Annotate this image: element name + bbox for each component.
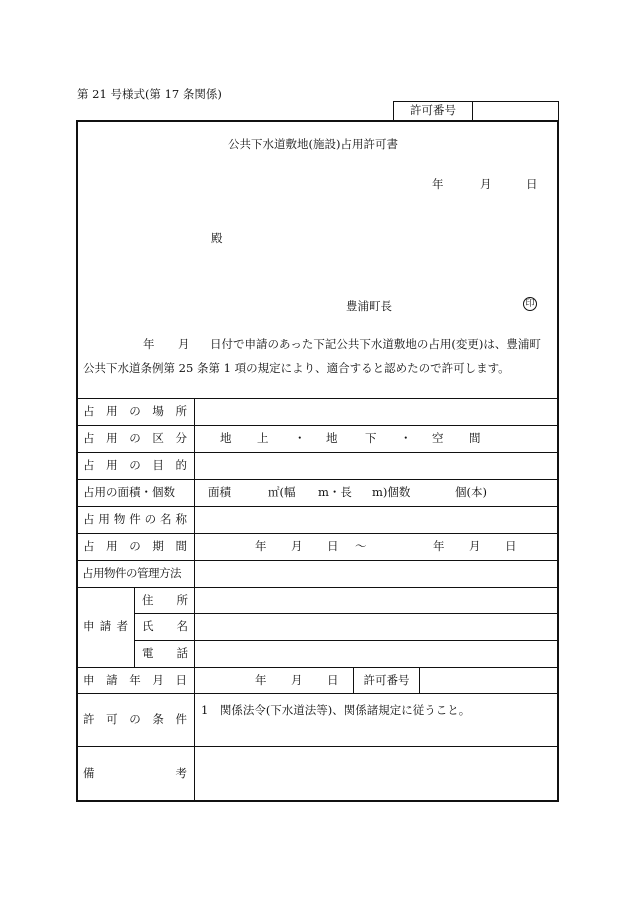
management-value[interactable] [195,560,557,587]
period-to-month: 月 [469,539,481,553]
area-length-count: m)個数 [372,485,411,499]
category-char: 空 [432,431,444,445]
body-year: 年 [143,337,155,351]
permit-number-label-table: 許可番号 [363,673,410,687]
area-sqm-width: ㎡(幅 [268,485,296,499]
row-label-conditions: 許 可 の 条 件 [83,712,187,726]
date-day: 日 [526,177,538,191]
category-char: 地 [220,431,232,445]
document-title: 公共下水道敷地(施設)占用許可書 [228,137,398,151]
application-date-values[interactable] [195,667,353,693]
form-label: 第 21 号様式(第 17 条関係) [77,87,222,101]
permit-number-label: 許可番号 [410,103,456,117]
category-values[interactable] [195,425,557,452]
row-label-remarks: 備 考 [83,766,187,780]
period-from-day: 日 [327,539,339,553]
issuer-name: 豊浦町長 [346,299,392,313]
purpose-value[interactable] [195,452,557,479]
remarks-value[interactable] [195,747,557,800]
period-tilde: 〜 [355,539,367,553]
row-label-application-date: 申 請 年 月 日 [83,673,187,687]
date-month: 月 [480,177,492,191]
category-char: 下 [365,431,377,445]
date-year: 年 [432,177,444,191]
category-char: 間 [469,431,481,445]
row-label-name: 氏 名 [142,619,188,633]
addressee-suffix: 殿 [211,231,223,245]
row-label-place: 占 用 の 場 所 [83,404,187,418]
row-label-purpose: 占 用 の 目 的 [83,458,187,472]
frame-right [557,120,559,802]
row-label-phone: 電 話 [142,646,188,660]
row-label-management: 占用物件の管理方法 [82,566,181,580]
area-count-unit: 個(本) [455,485,487,499]
row-label-category: 占 用 の 区 分 [83,431,187,445]
row-label-area-count: 占用の面積・個数 [83,485,175,499]
category-char: 上 [257,431,269,445]
period-from-year: 年 [255,539,267,553]
row-label-object-name: 占 用 物 件 の 名 称 [83,512,187,526]
body-line2-text: 公共下水道条例第 25 条第 1 項の規定により、適合すると認めたので許可します。 [83,361,510,375]
place-value[interactable] [195,399,557,425]
category-char: ・ [400,431,412,445]
body-line1-text: 日付で申請のあった下記公共下水道敷地の占用(変更)は、豊浦町 [210,337,541,351]
row-label-applicant: 申 請 者 [83,619,128,633]
name-value[interactable] [195,614,557,640]
area-count-values[interactable] [195,479,557,506]
permit-number-value-table[interactable] [420,668,557,693]
category-char: 地 [326,431,338,445]
frame-top [76,120,559,122]
period-to-year: 年 [433,539,445,553]
frame-left [76,120,78,802]
phone-value[interactable] [195,641,557,667]
area-label: 面積 [208,485,231,499]
area-width-length: m・長 [318,485,352,499]
address-value[interactable] [195,588,557,613]
application-day: 日 [327,673,339,687]
application-month: 月 [291,673,303,687]
conditions-text: 1 関係法令(下水道法等)、関係諸規定に従うこと。 [201,703,471,717]
frame-bottom [76,800,559,802]
permit-box-right [558,101,559,120]
period-from-month: 月 [291,539,303,553]
applicant-divider [134,587,135,667]
permit-number-value[interactable] [473,102,558,120]
application-year: 年 [255,673,267,687]
row-label-address: 住 所 [142,593,188,607]
category-char: ・ [294,431,306,445]
body-month: 月 [178,337,190,351]
period-values[interactable] [195,533,557,560]
row-label-period: 占 用 の 期 間 [83,539,187,553]
period-to-day: 日 [505,539,517,553]
object-name-value[interactable] [195,506,557,533]
seal-mark: 印 [523,297,537,311]
